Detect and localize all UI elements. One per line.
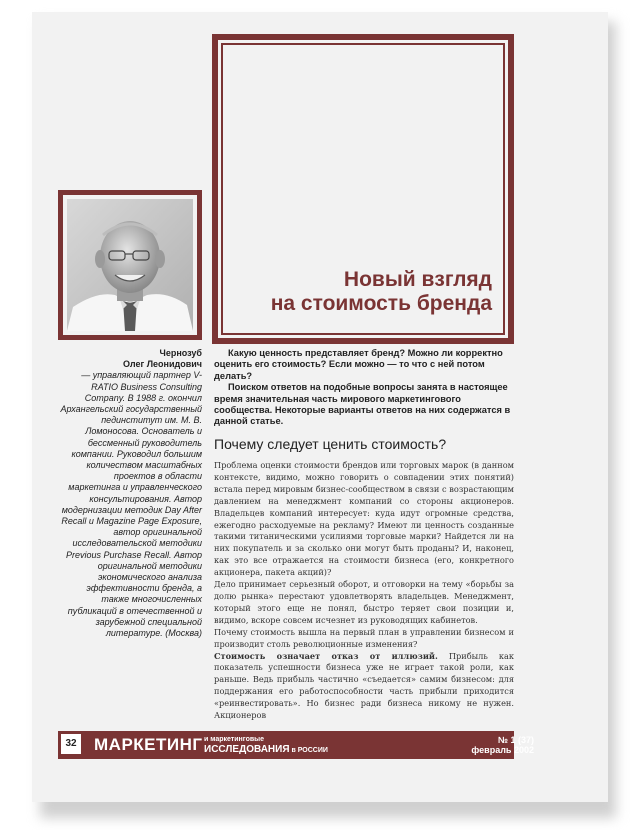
body-paragraph-4-text: Прибыль как показатель успешности бизнеса уже не играет такой роли, как раньше. Ведь прибыль частично «съедается» самим бизнесом: для поддержания его работоспособности часть прибыли приходится «реинвестировать». Но бизнес ради бизнеса никому не нужен. Акционеров <box>214 650 514 721</box>
body-paragraph-4-lead: Стоимость означает отказ от иллюзий. <box>214 650 438 661</box>
author-surname: Чернозуб <box>159 348 202 358</box>
author-description: — управляющий партнер V-RATIO Business Consulting Company. В 1988 г. окончил Архангельский государственный пединститут им. М. В. Ломоносова. Основатель и бессменный руководитель компании. Руководил большим количеством масштабных проектов в области маркетинга и управленческого консультирования. Автор модернизации методик Day After Recall и Magazine Page Exposure, автор оригинальной исследовательской методики Previous Purchase Recall. Автор оригинальной методики экономического анализа эффективности бренда, а также многочисленных публикаций в отечественной и зарубежной специальной литературе. (Москва) <box>60 370 202 639</box>
brand-subtitle-line-2 <box>204 744 328 755</box>
body-paragraph-2: Дело принимает серьезный оборот, и отговорки на тему «борьбы за долю рынка» перестают удовлетворять владельцев. Менеджмент, который этого еще не понял, быстро теряет свои позиции и, видимо, вскоре совсем исчезнет из руководящих кабинетов. <box>214 579 514 625</box>
author-bio <box>60 348 202 639</box>
lead-paragraph-2: Поиском ответов на подобные вопросы занята в настоящее время значительная часть мирового маркетингового сообщества. Некоторые варианты ответов на них содержатся в данной статье. <box>214 382 511 427</box>
magazine-brand: МАРКЕТИНГ <box>94 735 203 754</box>
brand-subtitle-research: ИССЛЕДОВАНИЯ <box>204 744 290 755</box>
magazine-brand-subtitle <box>204 736 328 755</box>
issue-date: февраль 2002 <box>471 745 534 755</box>
author-portrait-image <box>67 199 193 331</box>
page-number: 32 <box>60 733 82 755</box>
issue-number: № 1 (37) <box>497 735 534 745</box>
brand-subtitle-russia: в РОССИИ <box>291 747 328 754</box>
body-paragraph-4 <box>214 651 514 722</box>
article-title <box>224 268 492 316</box>
section-heading: Почему следует ценить стоимость? <box>214 436 447 452</box>
article-body <box>214 460 514 722</box>
brand-subtitle-line-1: и маркетинговые <box>204 736 265 743</box>
body-paragraph-1: Проблема оценки стоимости брендов или торговых марок (в данном контексте, видимо, можно говорить о совпадении этих понятий) встала перед мировым бизнес-сообществом в связи с возрастающим давлением на менеджмент компаний со стороны акционеров. Владельцев компаний интересует: куда идут огромные средства, ежегодно расходуемые на рекламу? Имеют ли ценность созданные такими титаническими усилиями торговые марки? Найдется ли на них покупатель и за сколько они могут быть проданы? И, наконец, как это все отражается на стоимости бизнеса (его, конкретного акционера, пакета акций)? <box>214 460 514 578</box>
issue-info <box>471 735 534 755</box>
title-line-1: Новый взгляд <box>343 268 492 291</box>
author-given-names: Олег Леонидович <box>122 359 202 370</box>
author-photo <box>67 199 193 331</box>
body-paragraph-3: Почему стоимость вышла на первый план в управлении бизнесом и производит столь революционные изменения? <box>214 626 514 649</box>
title-line-2: на стоимость бренда <box>270 292 492 315</box>
article-lead <box>214 348 514 428</box>
lead-paragraph-1: Какую ценность представляет бренд? Можно ли корректно оценить его стоимость? Если можно — то что с ней потом делать? <box>214 348 503 381</box>
